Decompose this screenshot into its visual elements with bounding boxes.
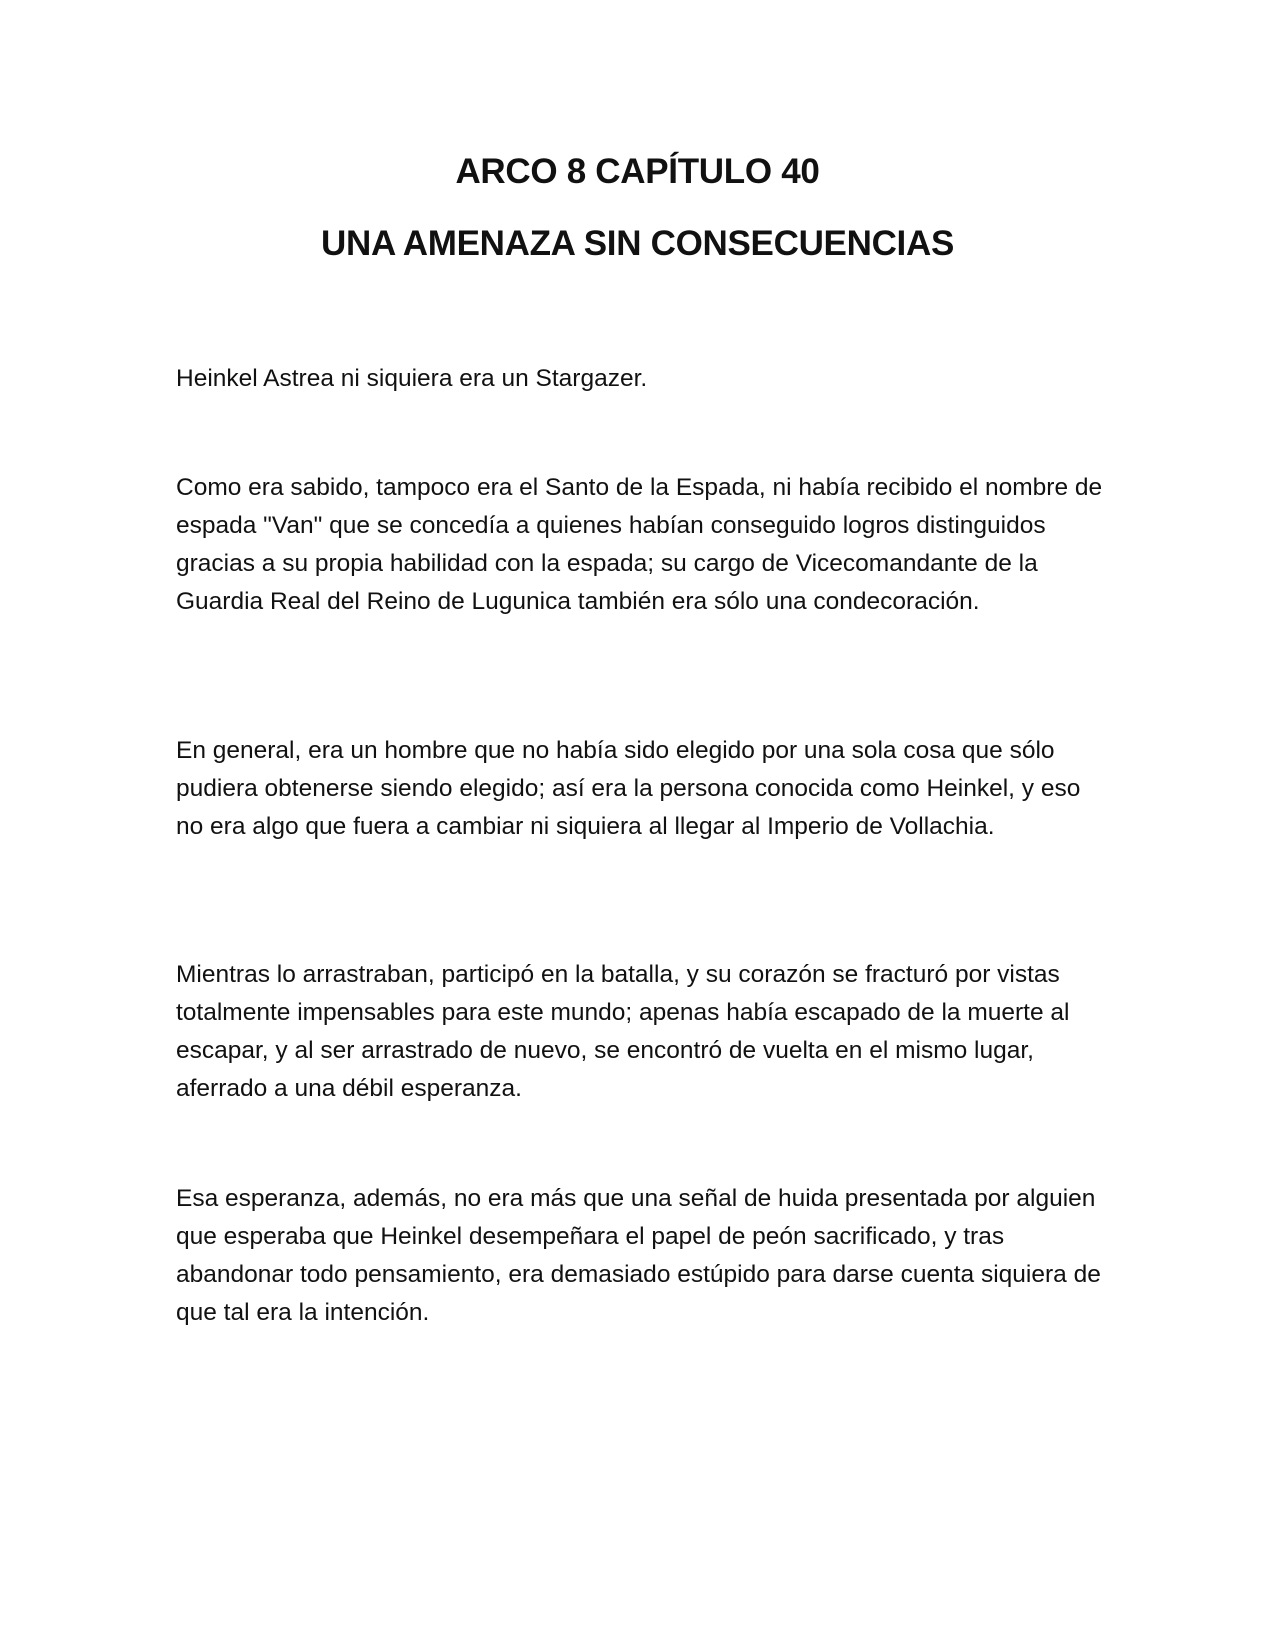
paragraph: Heinkel Astrea ni siquiera era un Stargazer. bbox=[176, 365, 648, 392]
chapter-subtitle: UNA AMENAZA SIN CONSECUENCIAS bbox=[321, 224, 954, 263]
paragraph: Como era sabido, tampoco era el Santo de la Espada, ni había recibido el nombre de espada "Van" que se concedía a quienes habían conseguido logros distinguidos gracias a su propia habilidad con la espada; su cargo de Vicecomandante de la Guardia Real del Reino de Lugunica también era sólo una condecoración. bbox=[176, 474, 1103, 615]
chapter-title: ARCO 8 CAPÍTULO 40 bbox=[455, 152, 820, 191]
paragraph: Esa esperanza, además, no era más que una señal de huida presentada por alguien que esperaba que Heinkel desempeñara el papel de peón sacrificado, y tras abandonar todo pensamiento, era demasiado estúpido para darse cuenta siquiera de que tal era la intención. bbox=[176, 1185, 1101, 1326]
paragraph: Mientras lo arrastraban, participó en la batalla, y su corazón se fracturó por vistas totalmente impensables para este mundo; apenas había escapado de la muerte al escapar, y al ser arrastrado de nuevo, se encontró de vuelta en el mismo lugar, aferrado a una débil esperanza. bbox=[176, 961, 1070, 1102]
paragraph: En general, era un hombre que no había sido elegido por una sola cosa que sólo pudiera obtenerse siendo elegido; así era la persona conocida como Heinkel, y eso no era algo que fuera a cambiar ni siquiera al llegar al Imperio de Vollachia. bbox=[176, 737, 1081, 840]
